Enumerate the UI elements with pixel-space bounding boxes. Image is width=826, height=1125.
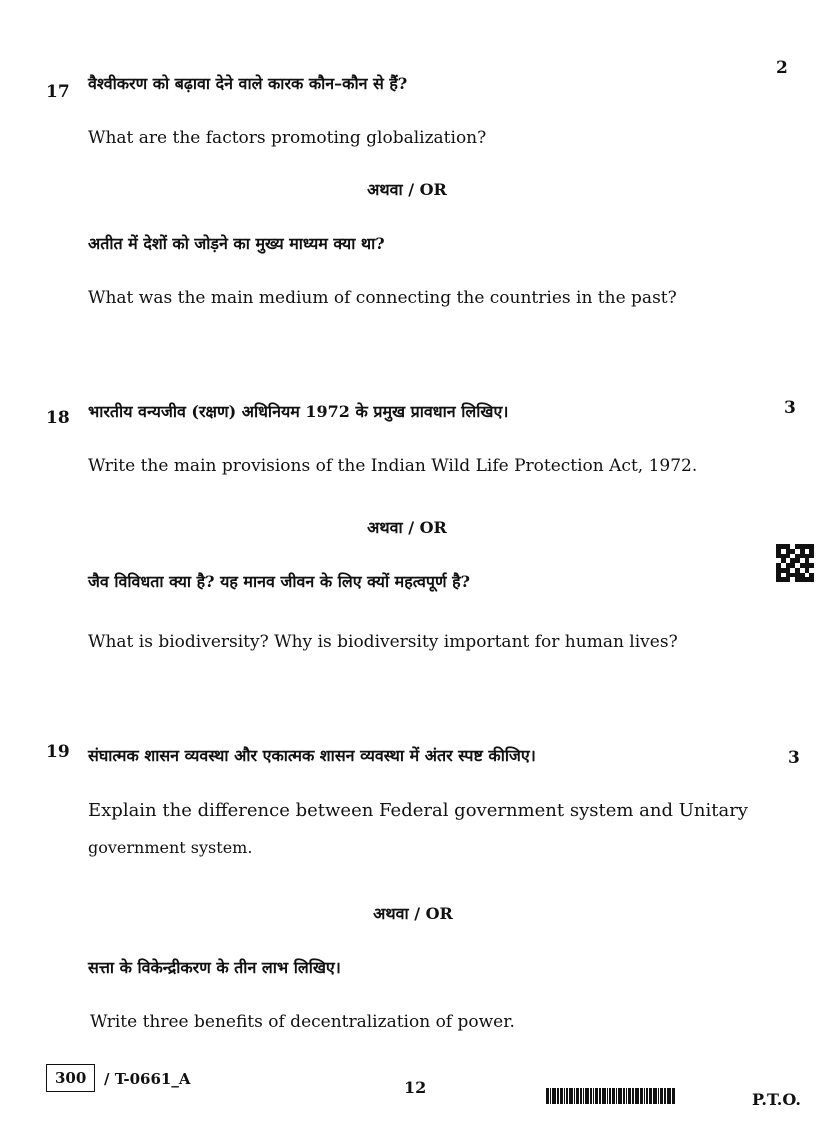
marks-q18: 3 bbox=[784, 398, 796, 418]
marks-q19: 3 bbox=[788, 748, 800, 768]
question-19-or: अथवा / OR bbox=[373, 904, 453, 923]
question-18-alt-english: What is biodiversity? Why is biodiversity important for human lives? bbox=[88, 632, 678, 652]
question-18-english: Write the main provisions of the Indian Wild Life Protection Act, 1972. bbox=[88, 456, 698, 476]
question-18-alt-hindi: जैव विविधता क्या है? यह मानव जीवन के लिए क्यों महत्वपूर्ण है? bbox=[88, 572, 470, 591]
question-19-english-line1: Explain the difference between Federal government system and Unitary bbox=[88, 800, 748, 821]
pto-label: P.T.O. bbox=[752, 1090, 801, 1109]
barcode-icon bbox=[546, 1088, 676, 1104]
question-19-alt-hindi: सत्ता के विकेन्द्रीकरण के तीन लाभ लिखिए। bbox=[88, 958, 341, 977]
question-17-number: 17 bbox=[46, 82, 70, 102]
question-19-alt-english: Write three benefits of decentralization of power. bbox=[90, 1012, 515, 1032]
question-17-alt-hindi: अतीत में देशों को जोड़ने का मुख्य माध्यम क्या था? bbox=[88, 234, 385, 253]
marks-q17: 2 bbox=[776, 58, 788, 78]
question-19-english-line2: government system. bbox=[88, 838, 253, 857]
question-19-hindi: संघात्मक शासन व्यवस्था और एकात्मक शासन व्यवस्था में अंतर स्पष्ट कीजिए। bbox=[88, 746, 536, 765]
question-18-hindi: भारतीय वन्यजीव (रक्षण) अधिनियम 1972 के प्रमुख प्रावधान लिखिए। bbox=[88, 402, 509, 421]
paper-box-code: 300 bbox=[46, 1064, 95, 1092]
question-17-or: अथवा / OR bbox=[367, 180, 447, 199]
question-18-or: अथवा / OR bbox=[367, 518, 447, 537]
question-17-alt-english: What was the main medium of connecting the countries in the past? bbox=[88, 288, 677, 308]
question-19-number: 19 bbox=[46, 742, 70, 762]
paper-code: / T-0661_A bbox=[104, 1070, 191, 1088]
question-18-number: 18 bbox=[46, 408, 70, 428]
qr-code-icon bbox=[776, 544, 814, 582]
question-17-english: What are the factors promoting globalization? bbox=[88, 128, 487, 148]
page-number: 12 bbox=[404, 1078, 427, 1097]
question-17-hindi: वैश्वीकरण को बढ़ावा देने वाले कारक कौन–कौन से हैं? bbox=[88, 74, 408, 93]
